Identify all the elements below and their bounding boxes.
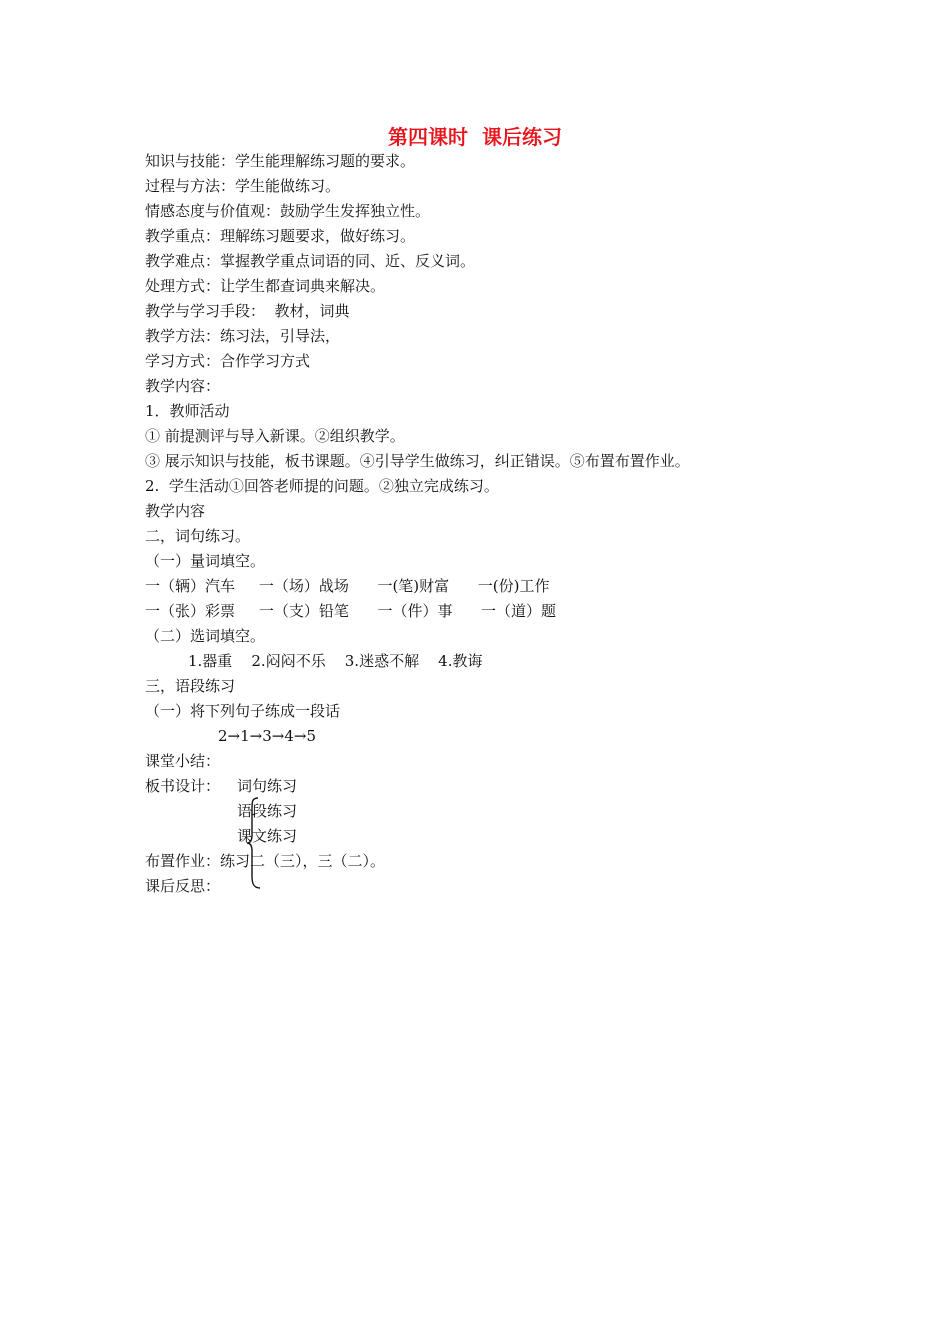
measure-word-row-2: 一（张）彩票 一（支）铅笔 一（件）事 一（道）题 (145, 602, 557, 620)
handling-method-line: 处理方式：让学生都查词典来解决。 (145, 277, 386, 295)
student-activity-line: 2. 学生活动①回答老师提的问题。②独立完成练习。 (145, 477, 499, 495)
reflection-line: 课后反思： (145, 877, 221, 895)
process-method-line: 过程与方法：学生能做练习。 (145, 177, 341, 195)
section-two-heading: 二，词句练习。 (145, 527, 251, 545)
teaching-means-line: 教学与学习手段： 教材，词典 (145, 302, 350, 320)
board-item-text: 课文练习 (237, 827, 298, 845)
teacher-activity-step-1: ① 前提测评与导入新课。②组织教学。 (145, 427, 405, 445)
homework-line: 布置作业：练习二（三），三（二）。 (145, 852, 386, 870)
measure-word-row-1: 一（辆）汽车 一（场）战场 一(笔)财富 一(份)工作 (145, 577, 550, 595)
class-summary-line: 课堂小结： (145, 752, 221, 770)
teaching-content-heading: 教学内容： (145, 377, 221, 395)
attitude-value-line: 情感态度与价值观：鼓励学生发挥独立性。 (145, 202, 431, 220)
teacher-activity-heading: 1．教师活动 (145, 402, 230, 420)
difficulty-line: 教学难点：掌握教学重点词语的同、近、反义词。 (145, 252, 476, 270)
knowledge-skill-line: 知识与技能：学生能理解练习题的要求。 (145, 152, 416, 170)
board-item-paragraph: 语段练习 (237, 802, 298, 820)
choose-word-heading: （二）选词填空。 (145, 627, 266, 645)
brace-bracket (246, 797, 262, 889)
measure-word-heading: （一）量词填空。 (145, 552, 266, 570)
teacher-activity-step-2: ③ 展示知识与技能，板书课题。④引导学生做练习，纠正错误。⑤布置布置作业。 (145, 452, 690, 470)
paragraph-task-line: （一）将下列句子练成一段话 (145, 702, 341, 720)
board-design-label: 板书设计： (145, 777, 221, 795)
board-item-words: 词句练习 (237, 777, 298, 795)
learning-mode-line: 学习方式：合作学习方式 (145, 352, 311, 370)
section-three-heading: 三，语段练习 (145, 677, 236, 695)
teaching-method-line: 教学方法：练习法，引导法， (145, 327, 341, 345)
key-point-line: 教学重点：理解练习题要求，做好练习。 (145, 227, 416, 245)
sentence-order: 2→1→3→4→5 (218, 727, 316, 745)
choose-word-options: 1.器重 2.闷闷不乐 3.迷惑不解 4.教诲 (188, 652, 483, 670)
teaching-content-label: 教学内容 (145, 502, 206, 520)
page-title: 第四课时 课后练习 (388, 125, 562, 149)
